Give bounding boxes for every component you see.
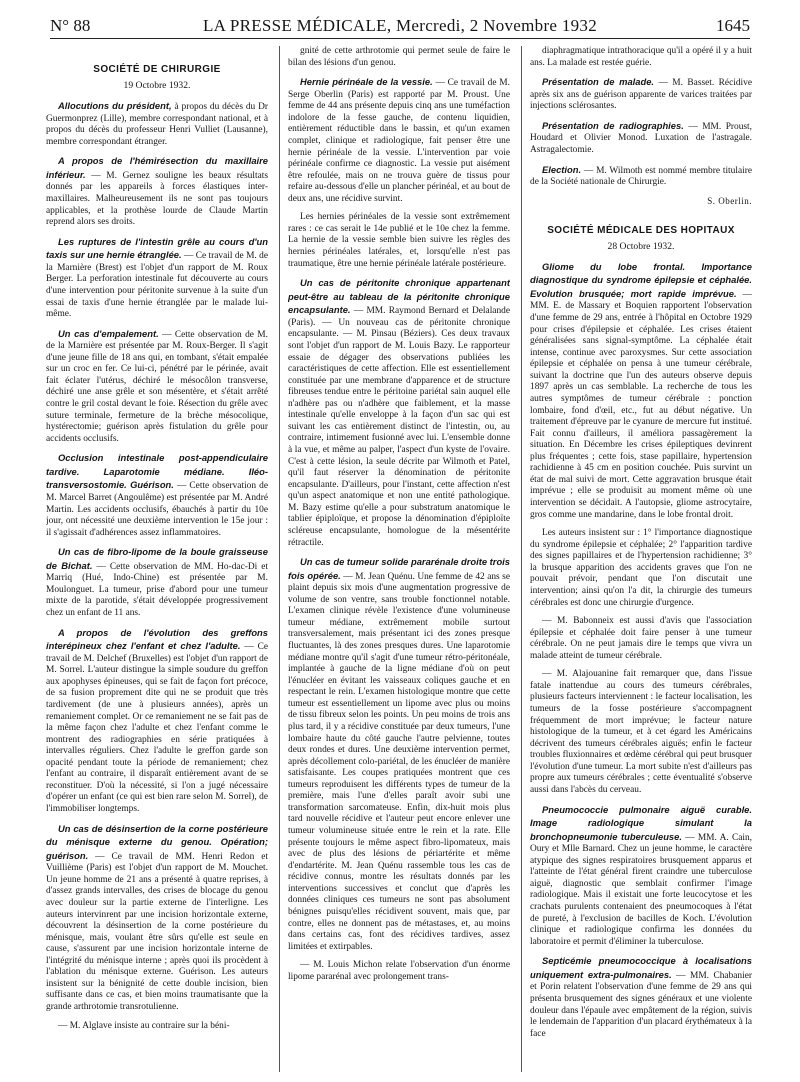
issue-number: N° 88	[50, 16, 91, 35]
section-date: 28 Octobre 1932.	[607, 240, 675, 252]
article-body: — M. Babonneix est aussi d'avis que l'association épilepsie et céphalée doit faire penser à une tumeur cérébrale. On ne peut jamais dire le temps que vivra un malade atteint de tumeur cérébrale.	[530, 616, 752, 661]
article-title: A propos de l'hémirésection du maxillaire inférieur.	[46, 155, 268, 180]
article-paragraph	[46, 1021, 268, 1033]
column-divider	[521, 46, 522, 1072]
article-body: — M. Alglave insiste au contraire sur la béni-	[58, 1020, 230, 1031]
article-body: — MM. Chabanier et Porin relatent l'observation d'une femme de 29 ans qui présenta brusquement des signes généraux et une violente douleur dans l'épaule avec empâtement de la région, suivis le lendemain de l'apparition d'un placard érythémateux à la face	[530, 970, 752, 1039]
article-title: Allocutions du président,	[58, 100, 172, 112]
article-paragraph	[530, 955, 752, 1040]
article-title: Pneumococcie pulmonaire aiguë curable. Image radiologique simulant la bronchopneumonie tuberculeuse.	[530, 803, 752, 842]
signature: S. Oberlin.	[707, 195, 752, 206]
article-list	[288, 76, 510, 983]
article-title: Un cas de fibro-lipome de la boule graisseuse de Bichat.	[46, 546, 268, 571]
article-paragraph	[46, 100, 268, 148]
article-title: Un cas d'empalement.	[58, 327, 159, 339]
article-title: Un cas de désinsertion de la corne postérieure du ménisque externe du genou. Opération; guérison.	[46, 822, 268, 861]
article-title: Les ruptures de l'intestin grêle au cours d'un taxis sur une hernie étranglée.	[46, 235, 268, 261]
column-2	[288, 46, 510, 1072]
article-title: Présentation de malade.	[542, 76, 655, 88]
article-body: à propos du décès du Dr Guermonprez (Lille), membre correspondant national, et à propos du décès du professeur Henri Vulliet (Lausanne), membre correspondant étranger.	[46, 102, 268, 147]
article-paragraph	[530, 76, 752, 113]
article-body: — MM. Raymond Bernard et Delalande (Paris). — Un nouveau cas de péritonite chronique encapsulante. — M. Pinsau (Béziers). Ces deux travaux sont l'objet d'un rapport de M. Louis Bazy. Le rapporteur essaie de dégager des observations publiées les caractéristiques de cette affection. Elle est essentiellement constituée par une membrane d'apparence et de structure fibreuses tendue entre le péritoine pariétal sain auquel elle n'adhère pas ou n'adhère que faiblement, et la masse intestinale qu'elle enveloppe à la façon d'un sac qui est suivant les cas entièrement distinct de l'intestin, ou, au contraire, intimement fusionné avec lui. L'ensemble donne à la vue, et même au palper, l'aspect d'un kyste de l'ovaire. C'est à cette lésion, la seule décrite par Wilmoth et Patel, qu'il faut réserver la dénomination de péritonite encapsulante. D'ailleurs, pour l'instant, cette affection n'est qu'un aspect anatomique et non une entité pathologique. M. Bazy estime qu'elle a pour substratum anatomique le tablier épiploïque, et propose la dénomination d'épiploïte scléreuse encapsulante, homologue de la mésentérite rétractile.	[288, 306, 510, 548]
article-body: — Ce travail de M. Serge Oberlin (Paris) est rapporté par M. Proust. Une femme de 44 ans présente depuis cinq ans une tuméfaction indolore de la fesse gauche, de contenu liquidien, entièrement réductible dans le bassin, et qu'un examen complet, clinique et radiologique, fait penser être une hernie périnéale de la vessie. L'intervention par voie périnéale confirme ce diagnostic. La vessie put aisément être refoulée, mais on ne trouva guère de tissus pour refaire au-dessous d'elle un plancher périnéal, et au bout de deux ans, une récidive survint.	[288, 78, 510, 204]
article-body: — MM. A. Cain, Oury et Mlle Barnard. Chez un jeune homme, le caractère atypique des signes respiratoires brusquement apparus et l'atteinte de l'état général firent craindre une tuberculose aiguë, diagnostic que semblait confirmer l'image radiologique. Mais il existait une forte leucocytose et les crachats purulents contenaient des pneumocoques à l'état de pureté, à l'exclusion de bacilles de Koch. L'évolution clinique et radiologique confirma les données du laboratoire et permit d'éliminer la tuberculose.	[530, 832, 752, 947]
article-paragraph	[288, 556, 510, 953]
article-body: — M. Jean Quénu. Une femme de 42 ans se plaint depuis six mois d'une augmentation progressive de volume de son ventre, sans trouble fonctionnel notable. L'examen clinique révèle l'existence d'une volumineuse tumeur médiane, extrêmement mobile surtout transversalement, mais présentant ici des zones presque fluctuantes, là des zones presques dures. Une laparotomie médiane montre qu'il s'agit d'une tumeur rétro-péritonéale, implantée à gauche de la ligne médiane d'où on peut l'énucléer en évitant les vaisseaux coliques gauche et en respectant le rein. L'examen histologique montre que cette tumeur est essentiellement un lipome avec plus ou moins de tissu fibreux selon les points. Un peu moins de trois ans plus tard, il y a récidive constituée par deux tumeurs, l'une lombaire haute du côté gauche l'autre pelvienne, toutes deux rondes et dures. Une deuxième intervention permet, après décollement colo-pariétal, de les énucléer de manière satisfaisante. Les coupes pratiquées montrent que ces tumeurs reproduisent les différents types de tumeur de la première, mais l'une d'elles paraît avoir subi une transformation sarcomateuse. Enfin, dix-huit mois plus tard nouvelle récidive et l'auteur peut encore enlever une tumeur volumineuse située entre le rein et la rate. Elle présente toujours le même aspect fibro-lipomateux, mais avec de plus des lésions de périartérite et même d'endartérite. M. Jean Quénu rassemble tous les cas de récidive connus, montre les résultats donnés par les interventions successives et conclut que d'après les données cliniques ces tumeurs ne sont pas absolument bénignes puisqu'elles récidivent souvent, mais que, par contre, elles ne donnent pas de métastases, et, au moins dans certains cas, font des récidives tardives, assez limitées et extirpables.	[288, 571, 510, 952]
article-paragraph	[46, 546, 268, 619]
article-list	[530, 261, 752, 1040]
article-body: — M. Basset. Récidive après six ans de guérison apparente de varices traitées par injections sclérosantes.	[530, 78, 752, 112]
article-body: — M. Wilmoth est nommé membre titulaire de la Société nationale de Chirurgie.	[530, 165, 752, 188]
article-body: Les auteurs insistent sur : 1° l'importance diagnostique du syndrome épilepsie et céphalée; 2° l'apparition tardive des signes papillaires et de l'hypertension rachidienne; 3° la brusque apparition des accidents graves que l'on ne pouvait prévoir, pendant que l'on discutait une intervention; ainsi qu'on l'a dit, la chirurgie des tumeurs cérébrales est donc une chirurgie d'urgence.	[530, 528, 752, 608]
article-body: — M. Gernez souligne les beaux résultats donnés par les appareils à forces élastiques inter-maxillaires. Malheureusement ils ne sont pas toujours applicables, et la prothèse lourde de Claude Martin reprend alors ses droits.	[46, 170, 268, 228]
article-title: Hernie périnéale de la vessie.	[300, 76, 433, 88]
article-paragraph	[530, 528, 752, 609]
article-paragraph	[288, 277, 510, 549]
journal-title: LA PRESSE MÉDICALE, Mercredi, 2 Novembre 1932	[202, 16, 598, 35]
column-1	[46, 46, 268, 1072]
article-title: Un cas de tumeur solide pararénale droite trois fois opérée.	[288, 556, 510, 581]
article-paragraph	[46, 452, 268, 539]
article-body: Les hernies périnéales de la vessie sont extrêmement rares : ce cas serait le 14e publié et le 10e chez la femme. La hernie de la vessie semble bien suivre les règles des hernies périnéales latérales, et, lorsqu'elle n'est pas traumatique, être une hernie périnéale latérale postérieure.	[288, 212, 510, 269]
article-list	[46, 100, 268, 1032]
article-body: — Cette observation de MM. Ho-dac-Di et Marriq (Hué, Indo-Chine) est présentée par M. Moulonguet. La tumeur, prise d'abord pour une tumeur mixte de la parotide, s'était développée progressivement chez un enfant de 11 ans.	[46, 561, 268, 619]
article-title: Election.	[542, 163, 582, 175]
article-title: Occlusion intestinale post-appendiculaire tardive. Laparotomie médiane. Iléo-transversostomie. Guérison.	[46, 452, 268, 491]
article-paragraph	[530, 804, 752, 949]
article-body: — Ce travail de M. Delchef (Bruxelles) est l'objet d'un rapport de M. Sorrel. L'auteur distingue la simple soudure du greffon aux apophyses épineuses, qui se fait de façon fort précoce, de sa fusion proprement dite qui ne se produit que très tardivement (de une à plusieurs années), après un remaniement complet. Or ce remaniement ne se fait pas de la même façon chez l'adulte et chez l'enfant comme le montrent des radiographies en série pratiquées à intervalles réguliers. Chez l'adulte le greffon garde son opacité pendant toute la période de remaniement; chez l'enfant au contraire, il disparaît entièrement avant de se reconstituer. D'où la nécessité, si l'on a jugé nécessaire d'opérer un enfant (ce qui est bien rare selon M. Sorrel), de l'immobiliser longtemps.	[46, 642, 268, 815]
article-list	[530, 76, 752, 189]
article-paragraph	[530, 120, 752, 157]
section-title: SOCIÉTÉ DE CHIRURGIE	[93, 64, 221, 75]
continued-text: diaphragmatique intrathoracique qu'il a opéré il y a huit ans. La malade est restée guérie.	[530, 46, 752, 68]
article-body: — Cette observation de M. Marcel Barret (Angoulême) est présentée par M. André Martin. Les accidents occlusifs, ébauchés à partir du 10e jour, ont nécessité une deuxième intervention le 15e jour : il s'agissait d'adhérences assez inflammatoires.	[46, 481, 268, 538]
article-paragraph	[288, 212, 510, 270]
article-paragraph	[530, 261, 752, 521]
page-number: 1645	[716, 16, 750, 35]
article-title: Septicémie pneumococcique à localisations uniquement extra-pulmonaires.	[530, 955, 752, 980]
article-paragraph	[46, 823, 268, 1014]
article-paragraph	[530, 616, 752, 662]
article-paragraph	[46, 236, 268, 321]
article-title: Présentation de radiographies.	[542, 119, 684, 131]
article-paragraph	[46, 155, 268, 228]
article-title: A propos de l'évolution des greffons interépineux chez l'enfant et chez l'adulte.	[46, 626, 268, 652]
article-title: Un cas de péritonite chronique appartenant peut-être au tableau de la péritonite chronique encapsulante.	[288, 277, 510, 316]
article-body: — Ce travail de M. de la Marnière (Brest) est l'objet d'un rapport de M. Roux Berger. La perforation intestinale fut découverte au cours d'une intervention pour péritonite survenue à la suite d'un essai de taxis d'une hernie étranglée par le malade lui-même.	[46, 251, 268, 320]
article-paragraph	[288, 960, 510, 983]
column-3	[530, 46, 752, 1072]
article-title: Gliome du lobe frontal. Importance diagnostique du syndrome épilepsie et céphalée. Evolution brusquée; mort rapide imprévue.	[530, 260, 752, 299]
section-title: SOCIÉTÉ MÉDICALE DES HOPITAUX	[547, 224, 735, 236]
column-divider	[279, 46, 280, 1072]
article-body: — Ce travail de MM. Henri Redon et Vuillième (Paris) est l'objet d'un rapport de M. Mouchet. Un jeune homme de 21 ans a présenté à quatre reprises, à d'assez grands intervalles, des crises de blocage du genou avec douleur sur la partie externe de l'interligne. Les auteurs intervinrent par une incision horizontale externe, découvrent la désinsertion de la corne postérieure du ménisque, mais, voulant être sûrs qu'elle est seule en cause, s'assurent par une incision horizontale interne de l'intégrité du ménisque interne ; après quoi ils procèdent à l'ablation du ménisque externe. Guérison. Les auteurs insistent sur la bénignité de cette double incision, bien suffisante dans ce cas, et bien moins traumatisante que la grande arthrotomie transrotulienne.	[46, 851, 268, 1013]
article-paragraph	[46, 627, 268, 816]
continued-text: gnité de cette arthrotomie qui permet seule de faire le bilan des lésions d'un genou.	[288, 46, 510, 68]
article-body: — MM. Proust, Houdard et Olivier Monod. Luxation de l'astragale. Astragalectomie.	[530, 121, 752, 155]
article-paragraph	[530, 669, 752, 796]
article-body: — M. Alajouanine fait remarquer que, dans l'issue fatale inattendue au cours des tumeurs cérébrales, plusieurs facteurs interviennent : le facteur localisation, les tumeurs de la fosse postérieure s'accompagnent fréquemment de mort imprévue; le facteur nature histologique de la tumeur, et à cet égard les Américains décrivent des tumeurs cérébrales aiguës; enfin le facteur troubles fluxionnaires et œdème cérébral qui peut brusquer l'évolution d'une tumeur. La mort subite n'est d'ailleurs pas propre aux tumeurs cérébrales ; cette éventualité s'observe aussi dans l'abcès du cerveau.	[530, 669, 752, 795]
article-paragraph	[46, 328, 268, 446]
section-date: 19 Octobre 1932.	[123, 80, 191, 92]
article-body: — MM. E. de Massary et Boquien rapportent l'observation d'une femme de 29 ans, entrée à l'hôpital en Octobre 1929 pour crises d'épilepsie et céphalée. Les crises étaient généralisées sans signal-symptôme. La céphalée était intense, continue avec paroxysmes. Sur cette association épilepsie et céphalée on pensa à une tumeur cérébrale, suivant la doctrine que l'un des auteurs observe depuis 1897 après un cas semblable. La recherche de tous les autres symptômes de tumeur cérébrale : ponction lombaire, fond d'œil, etc., fut au début négative. Un traitement d'épreuve par le cyanure de mercure fut institué. Fait connu d'ailleurs, il améliora passagèrement la situation. En Décembre les crises épileptiques devinrent plus fréquentes ; cette fois, stase papillaire, hypertension rachidienne à 45 cm en position couchée. Puis survint un état de mal suivi de mort. Cette aggravation brusque était imprévue ; elle se produisit au moment même où une intervention se décidait. A l'autopsie, gliome astrocytaire, gros comme une mandarine, dans le lobe frontal droit.	[530, 289, 752, 520]
article-paragraph	[530, 164, 752, 189]
article-paragraph	[288, 76, 510, 205]
page-header	[50, 14, 750, 39]
article-body: — Cette observation de M. de la Marnière est présentée par M. Roux-Berger. Il s'agit d'une jeune fille de 18 ans qui, en tombant, s'était empalée sur un croc en fer. Ce lui-ci, pénétré par le périnée, avait fait éclater l'utérus, déchiré le mésocôlon transverse, déchiré une anse grêle et son mésentère, et s'était arrêté contre le gril costal devant le foie. Résection du grêle avec suture terminale, fermeture de la brèche mésocolique, hystérectomie; guérison après fistulation du grêle pour accidents occlusifs.	[46, 329, 268, 444]
article-body: — M. Louis Michon relate l'observation d'un énorme lipome pararénal avec prolongement trans-	[288, 960, 510, 982]
